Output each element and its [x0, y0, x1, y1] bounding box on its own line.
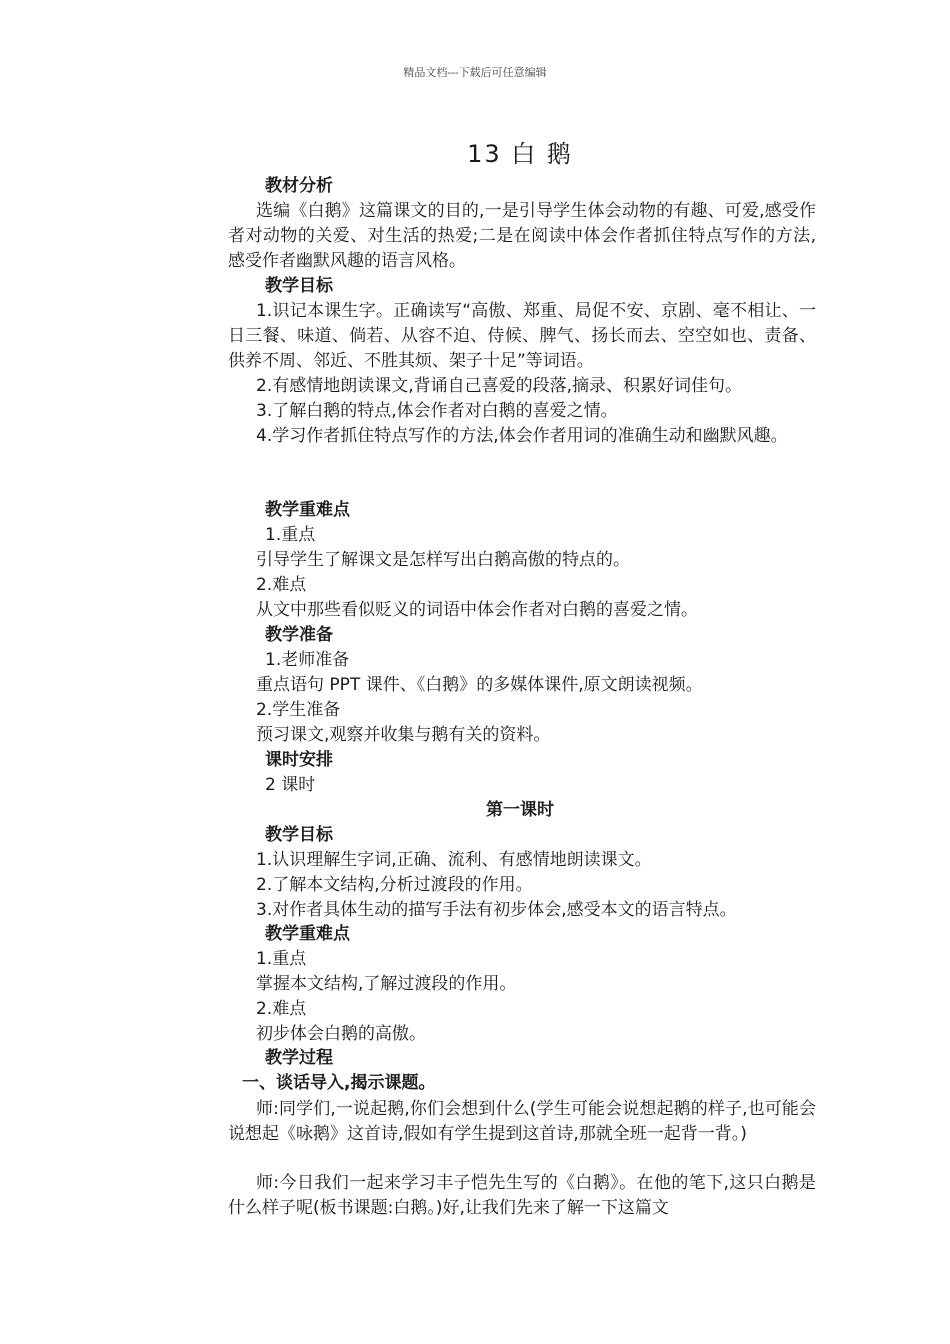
heading-schedule: 课时安排: [265, 750, 333, 770]
student-prep-label: 2.学生准备: [256, 700, 341, 720]
teacher-prep-text: 重点语句 PPT 课件、《白鹅》的多媒体课件,原文朗读视频。: [256, 675, 703, 695]
schedule-hours: 2 课时: [265, 775, 316, 795]
student-prep-text: 预习课文,观察并收集与鹅有关的资料。: [256, 725, 551, 745]
key-point-label: 1.重点: [265, 525, 316, 545]
dialogue-paragraph-1: 师:同学们,一说起鹅,你们会想到什么(学生可能会说想起鹅的样子,也可能会说想起《咏鹅》这首诗,假如有学生提到这首诗,那就全班一起背一背。): [228, 1099, 816, 1144]
heading-goals-lesson1: 教学目标: [265, 825, 333, 845]
goal-item-3: 3.了解白鹅的特点,体会作者对白鹅的喜爱之情。: [256, 401, 618, 421]
heading-preparation: 教学准备: [265, 625, 333, 645]
lesson1-difficulty-text: 初步体会白鹅的高傲。: [256, 1024, 426, 1044]
goal-item-4: 4.学习作者抓住特点写作的方法,体会作者用词的准确生动和幽默风趣。: [256, 426, 788, 446]
lesson-title: 13 白 鹅: [467, 140, 573, 168]
teacher-prep-label: 1.老师准备: [265, 650, 350, 670]
lesson1-goal-2: 2.了解本文结构,分析过渡段的作用。: [256, 875, 533, 895]
lesson1-key-text: 掌握本文结构,了解过渡段的作用。: [256, 974, 517, 994]
difficulty-text: 从文中那些看似贬义的词语中体会作者对白鹅的喜爱之情。: [256, 600, 698, 620]
heading-goals: 教学目标: [265, 276, 333, 296]
lesson1-key-label: 1.重点: [256, 949, 307, 969]
lesson1-goal-1: 1.认识理解生字词,正确、流利、有感情地朗读课文。: [256, 850, 652, 870]
page-header: 精品文档---下载后可任意编辑: [403, 66, 547, 79]
dialogue-paragraph-2: 师:今日我们一起来学习丰子恺先生写的《白鹅》。在他的笔下,这只白鹅是什么样子呢(板书课题:白鹅。)好,让我们先来了解一下这篇文: [228, 1173, 816, 1218]
difficulty-label: 2.难点: [256, 575, 307, 595]
heading-analysis: 教材分析: [265, 176, 333, 196]
lesson1-goal-3: 3.对作者具体生动的描写手法有初步体会,感受本文的语言特点。: [256, 900, 737, 920]
goal-item-2: 2.有感情地朗读课文,背诵自己喜爱的段落,摘录、积累好词佳句。: [256, 376, 743, 396]
lesson1-difficulty-label: 2.难点: [256, 999, 307, 1019]
heading-process: 教学过程: [265, 1048, 333, 1068]
analysis-paragraph: 选编《白鹅》这篇课文的目的,一是引导学生体会动物的有趣、可爱,感受作者对动物的关爱、对生活的热爱;二是在阅读中体会作者抓住特点写作的方法,感受作者幽默风趣的语言风格。: [228, 201, 816, 271]
heading-key-points-lesson1: 教学重难点: [265, 924, 350, 944]
process-step-1: 一、谈话导入,揭示课题。: [242, 1073, 436, 1093]
goal-item-1: 1.识记本课生字。正确读写“高傲、郑重、局促不安、京剧、毫不相让、一日三餐、味道、倘若、从容不迫、侍候、脾气、扬长而去、空空如也、责备、供养不周、邻近、不胜其烦、架子十足”等词语。: [228, 301, 816, 371]
heading-key-points: 教学重难点: [265, 500, 350, 520]
key-point-text: 引导学生了解课文是怎样写出白鹅高傲的特点的。: [256, 550, 630, 570]
first-lesson-heading: 第一课时: [486, 800, 554, 820]
